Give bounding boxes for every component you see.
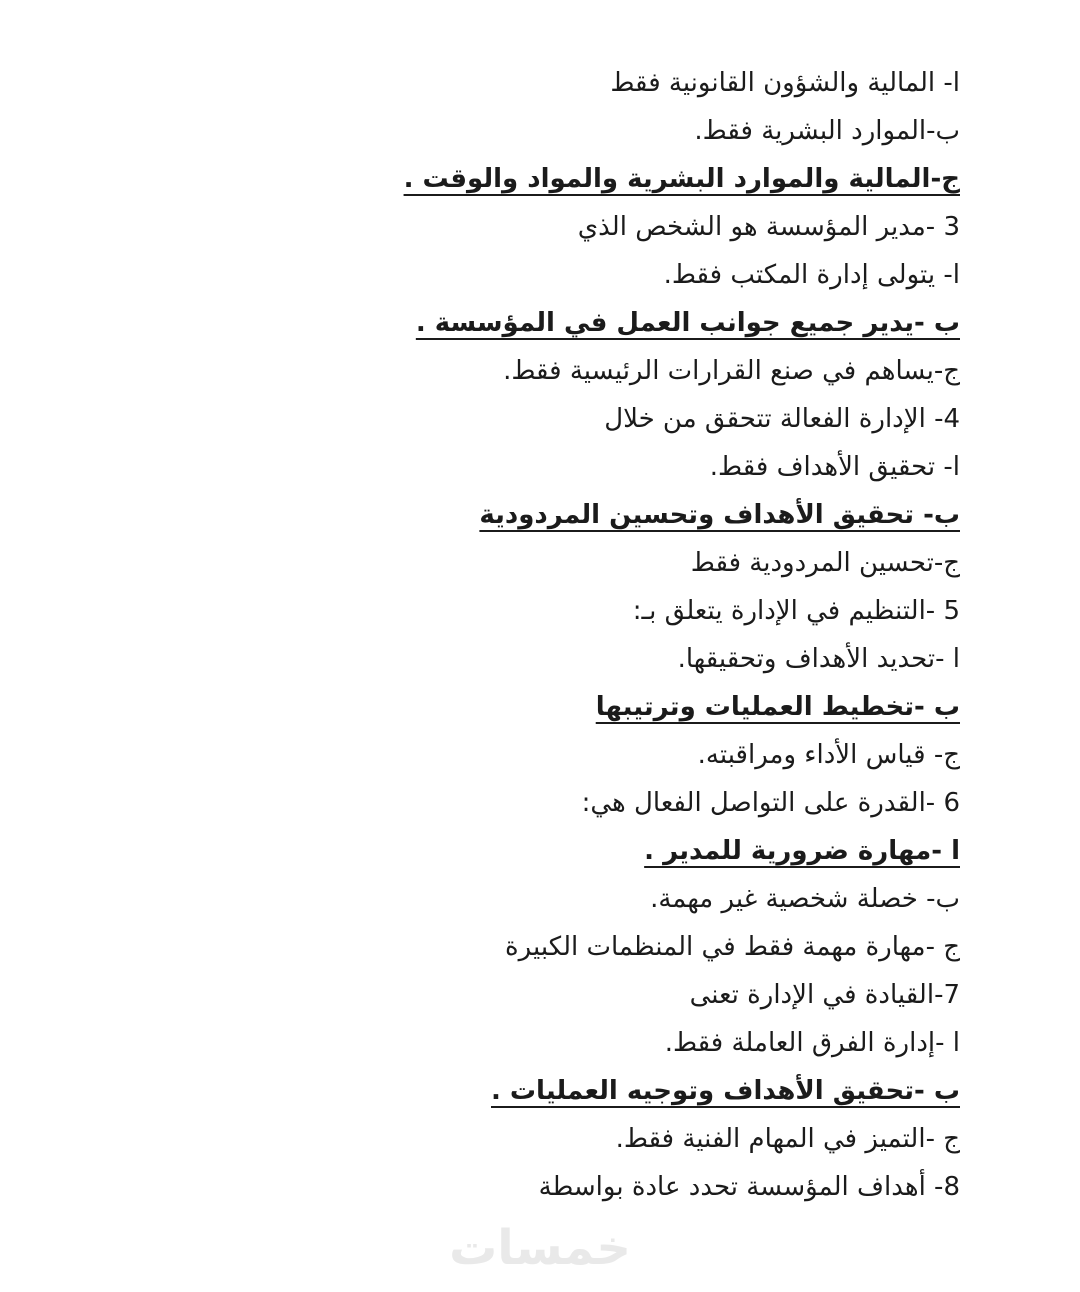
q4-option-a: ا- تحقيق الأهداف فقط.	[709, 452, 960, 482]
q7-option-b: ب -تحقيق الأهداف وتوجيه العمليات .	[491, 1076, 960, 1106]
q7-option-a: ا -إدارة الفرق العاملة فقط.	[664, 1028, 960, 1058]
khamsat-watermark-logo: خمسات	[449, 1220, 631, 1276]
q4-option-b: ب- تحقيق الأهداف وتحسين المردودية	[479, 500, 960, 530]
q6-option-a: ا -مهارة ضرورية للمدير .	[644, 836, 960, 866]
q6-option-c: ج -مهارة مهمة فقط في المنظمات الكبيرة	[505, 932, 960, 962]
question-6: 6 -القدرة على التواصل الفعال هي:	[581, 788, 960, 818]
question-3: 3 -مدير المؤسسة هو الشخص الذي	[577, 212, 960, 242]
question-4: 4- الإدارة الفعالة تتحقق من خلال	[604, 404, 960, 434]
question-8: 8- أهداف المؤسسة تحدد عادة بواسطة	[538, 1172, 960, 1202]
q6-option-b: ب- خصلة شخصية غير مهمة.	[650, 884, 960, 914]
q2-option-b: ب-الموارد البشرية فقط.	[694, 116, 960, 146]
q3-option-c: ج-يساهم في صنع القرارات الرئيسية فقط.	[503, 356, 960, 386]
quiz-content	[30, 59, 960, 1211]
q2-option-c: ج-المالية والموارد البشرية والمواد والوقت .	[403, 164, 960, 194]
q4-option-c: ج-تحسين المردودية فقط	[690, 548, 960, 578]
q5-option-b: ب -تخطيط العمليات وترتيبها	[595, 692, 960, 722]
question-5: 5 -التنظيم في الإدارة يتعلق بـ:	[632, 596, 960, 626]
q3-option-a: ا- يتولى إدارة المكتب فقط.	[663, 260, 960, 290]
question-7: 7-القيادة في الإدارة تعنى	[689, 980, 960, 1010]
q5-option-a: ا -تحديد الأهداف وتحقيقها.	[677, 644, 960, 674]
q5-option-c: ج- قياس الأداء ومراقبته.	[697, 740, 960, 770]
q7-option-c: ج -التميز في المهام الفنية فقط.	[615, 1124, 960, 1154]
q2-option-a: ا- المالية والشؤون القانونية فقط	[610, 68, 960, 98]
q3-option-b: ب -يدير جميع جوانب العمل في المؤسسة .	[415, 308, 960, 338]
